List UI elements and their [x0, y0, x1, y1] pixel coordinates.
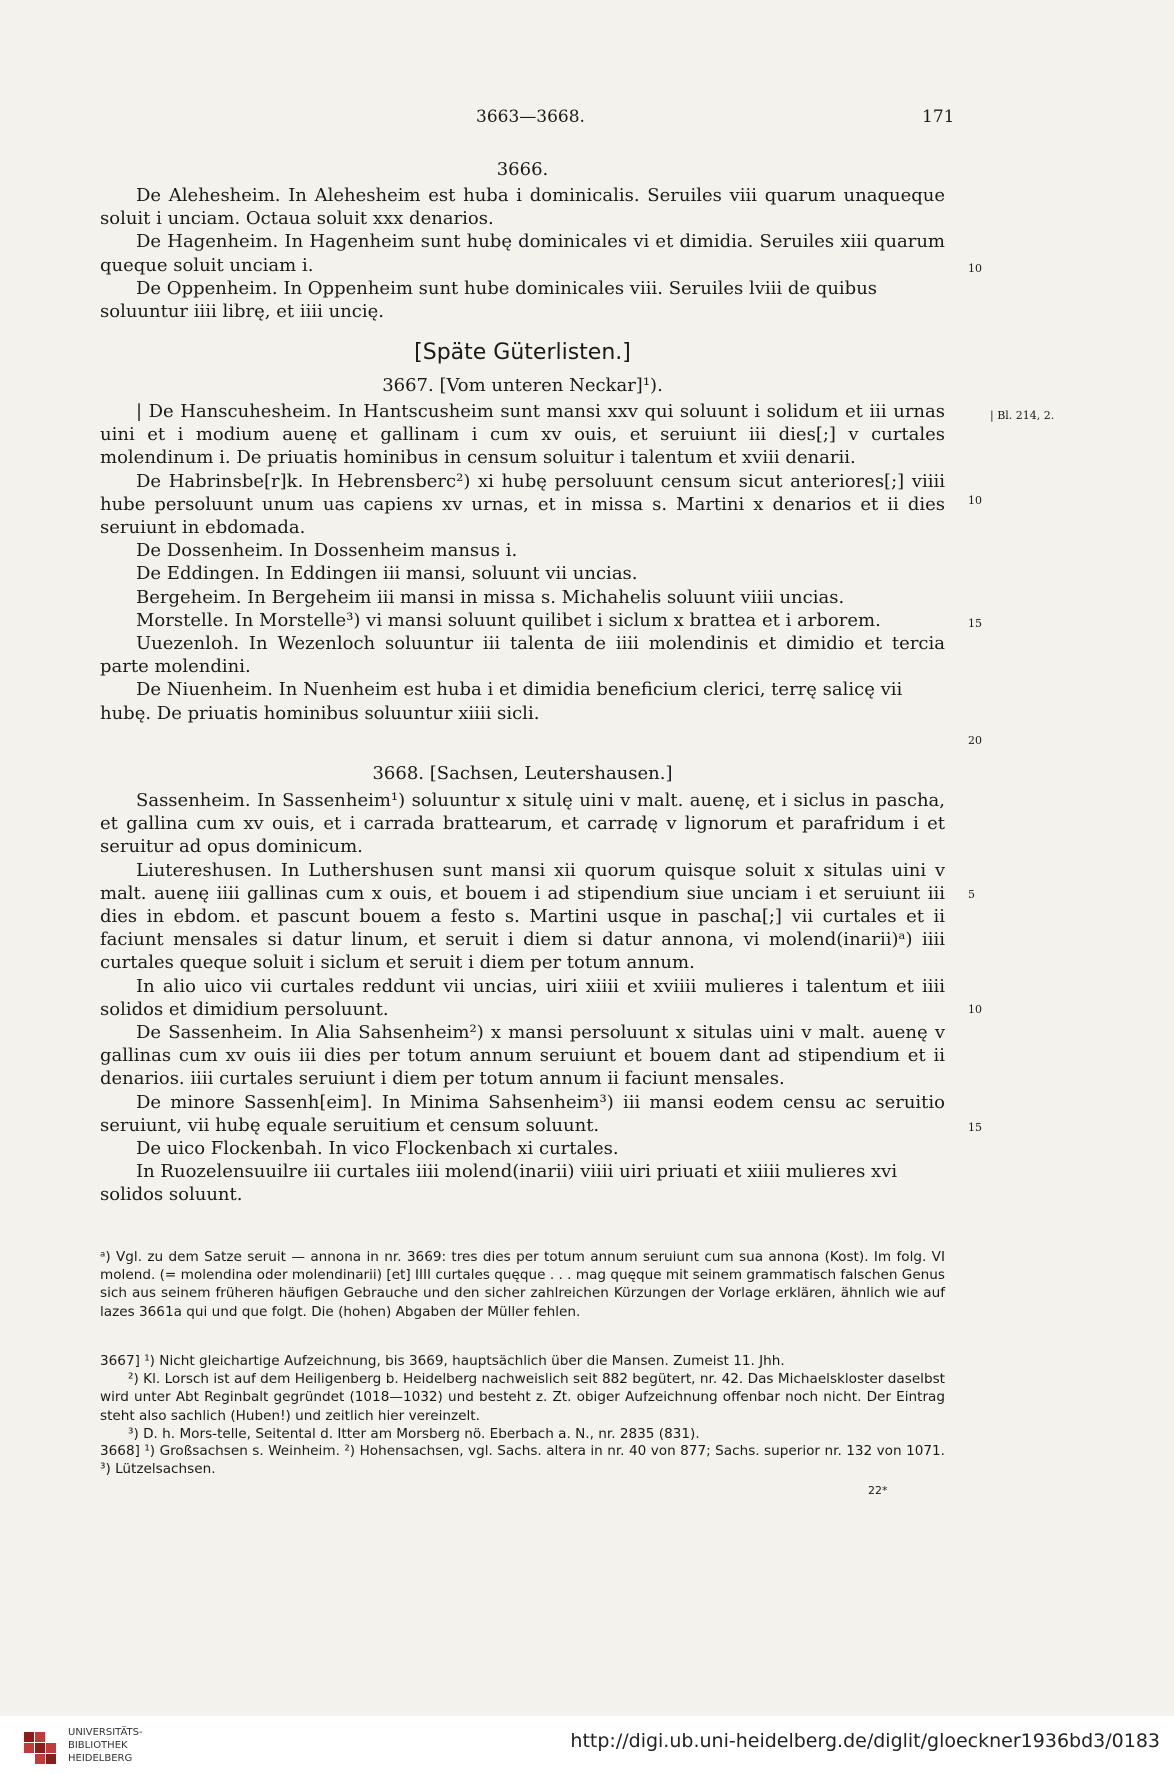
- header-range: 3663—3668.: [476, 107, 585, 127]
- line-number: 10: [968, 1003, 982, 1016]
- line-number: 20: [968, 734, 982, 747]
- entry-paragraph: De Alehesheim. In Alehesheim est huba i dominicalis. Seruiles viii quarum unaqueque soluit i unciam. Octaua soluit xxx denarios.: [100, 185, 945, 230]
- institution-line: BIBLIOTHEK: [68, 1740, 128, 1751]
- line-number: 15: [968, 1121, 982, 1134]
- entry-paragraph: De Niuenheim. In Nuenheim est huba i et dimidia beneficium clerici, terrę salicę vii hubę. De priuatis hominibus soluuntur xiiii sicli.: [100, 679, 903, 724]
- entry-paragraph: De Sassenheim. In Alia Sahsenheim²) x mansi persoluunt x situlas uini v malt. auenę v gallinas cum xv ouis iii dies per totum annum seruiunt et bouem dant ad stipendium et ii denarios. iiii curtales seruiunt i diem per totum annum ii faciunt mensales.: [100, 1022, 945, 1090]
- section-title: [Späte Güterlisten.]: [414, 340, 631, 365]
- footnote-3667-2: ²) Kl. Lorsch ist auf dem Heiligenberg b. Heidelberg nachweislich seit 882 begütert, nr. 42. Das Michaelskloster daselbst wird unter Abt Reginbalt gegründet (1018—1032) und besteht z. Zt. obiger Aufzeichnung offenbar noch nicht. Der Eintrag steht also sachlich (Huben!) und zeitlich hier vereinzelt.: [100, 1371, 945, 1424]
- entry-paragraph: Liutereshusen. In Luthershusen sunt mansi xii quorum quisque soluit x situlas uini v malt. auenę iiii gallinas cum x ouis, et bouem i ad stipendium siue unciam i et seruiunt iii dies in ebdom. et pascunt bouem a festo s. Martini usque in pascha[;] vii curtales et ii faciunt mensales si datur linum, et seruit i diem si datur annona, vi molend(inarii)ᵃ) iiii curtales queque soluit i siclum et seruit i diem per totum annum.: [100, 859, 945, 974]
- section-3667-heading: 3667. [Vom unteren Neckar]¹).: [382, 375, 663, 396]
- entry-paragraph: De Dossenheim. In Dossenheim mansus i.: [136, 540, 518, 562]
- viewer-footer: [0, 1716, 1174, 1774]
- entry-paragraph: Bergeheim. In Bergeheim iii mansi in missa s. Michahelis soluunt viiii uncias.: [136, 586, 845, 608]
- entry-paragraph: De Eddingen. In Eddingen iii mansi, soluunt vii uncias.: [136, 563, 638, 585]
- running-header: [0, 107, 1174, 137]
- institution-line: HEIDELBERG: [68, 1753, 133, 1764]
- sheet-signature: 22*: [868, 1484, 888, 1497]
- section-3668-body: [100, 789, 945, 1207]
- entry-paragraph: In Ruozelensuuilre iii curtales iiii molend(inarii) viiii uiri priuati et xiiii mulieres xvi solidos soluunt.: [100, 1161, 898, 1206]
- line-number: 15: [968, 617, 982, 630]
- library-logo-icon: [22, 1730, 58, 1766]
- footnote-3668: 3668] ¹) Großsachsen s. Weinheim. ²) Hohensachsen, vgl. Sachs. altera in nr. 40 von 877; Sachs. superior nr. 132 von 1071. ³) Lützelsachsen.: [100, 1443, 945, 1478]
- page-number: 171: [922, 107, 955, 127]
- entry-paragraph: In alio uico vii curtales reddunt vii uncias, uiri xiiii et xviiii mulieres i talentum et iiii solidos et dimidium persoluunt.: [100, 975, 945, 1020]
- footnotes-3667: [100, 1352, 945, 1443]
- line-number: 10: [968, 262, 982, 275]
- entry-paragraph: De Habrinsbe[r]k. In Hebrensberc²) xi hubę persoluunt censum sicut anteriores[;] viiii hube persoluunt unum uas capiens xv urnas, et in missa s. Martini x denarios et ii dies seruiunt in ebdomada.: [100, 470, 945, 539]
- section-3668-heading: 3668. [Sachsen, Leutershausen.]: [372, 763, 673, 784]
- institution-name: [68, 1726, 143, 1765]
- entry-paragraph: Uuezenloh. In Wezenloch soluuntur iii talenta de iiii molendinis et dimidio et tercia parte molendini.: [100, 633, 945, 678]
- section-3667-body: [100, 400, 945, 725]
- footnote-3667-1: 3667] ¹) Nicht gleichartige Aufzeichnung, bis 3669, hauptsächlich über die Mansen. Zumeist 11. Jhh.: [100, 1353, 785, 1369]
- line-number: 10: [968, 494, 982, 507]
- entry-paragraph: De Hagenheim. In Hagenheim sunt hubę dominicales vi et dimidia. Seruiles xiii quarum queque soluit unciam i.: [100, 231, 945, 276]
- entry-paragraph: De Oppenheim. In Oppenheim sunt hube dominicales viii. Seruiles lviii de quibus soluuntur iiii librę, et iiii uncię.: [100, 277, 878, 323]
- permalink-url[interactable]: http://digi.ub.uni-heidelberg.de/diglit/gloeckner1936bd3/0183: [570, 1730, 1160, 1752]
- footnotes-3668: [100, 1442, 945, 1478]
- entry-paragraph: | De Hanscuhesheim. In Hantscusheim sunt mansi xxv qui soluunt i solidum et iii urnas uini et i modium auenę et gallinam i cum xv ouis, et seruiunt iii dies[;] v curtales molendinum i. De priuatis hominibus in censum soluitur i talentum et xviii denarii.: [100, 401, 945, 469]
- footnote-a: ᵃ) Vgl. zu dem Satze seruit — annona in nr. 3669: tres dies per totum annum seruiunt cum sua annona (Kost). Im folg. VI molend. (= molendina oder molendinarii) [et] IIII curtales quęque . . . mag quęque mit seinem grammatisch falschen Genus sich aus seinem früheren häufigen Gebrauche und den sicher zahlreichen Kürzungen der Vorlage erklären, ähnlich wie auf lazes 3661a qui und que folgt. Die (hohen) Abgaben der Müller fehlen.: [100, 1249, 945, 1320]
- section-3666-body: [100, 184, 945, 323]
- entry-paragraph: Morstelle. In Morstelle³) vi mansi soluunt quilibet i siclum x brattea et i arborem.: [136, 609, 881, 631]
- entry-paragraph: De minore Sassenh[eim]. In Minima Sahsenheim³) iii mansi eodem censu ac seruitio seruiunt, vii hubę equale seruitium et censum soluunt.: [100, 1091, 945, 1136]
- margin-folio-reference: | Bl. 214, 2.: [990, 409, 1055, 422]
- entry-paragraph: De uico Flockenbah. In vico Flockenbach xi curtales.: [136, 1138, 619, 1160]
- entry-paragraph: Sassenheim. In Sassenheim¹) soluuntur x situlę uini v malt. auenę, et i siclus in pascha, et gallina cum xv ouis, et i carrada brattearum, et carradę v lignorum et parafridum i et seruitur ad opus dominicum.: [100, 790, 945, 858]
- institution-line: UNIVERSITÄTS-: [68, 1727, 143, 1738]
- footnote-3667-3: ³) D. h. Mors-telle, Seitental d. Itter am Morsberg nö. Eberbach a. N., nr. 2835 (831).: [128, 1425, 700, 1442]
- section-3666-number: 3666.: [496, 159, 549, 180]
- line-number: 5: [968, 888, 975, 901]
- footnotes-block: [100, 1248, 945, 1321]
